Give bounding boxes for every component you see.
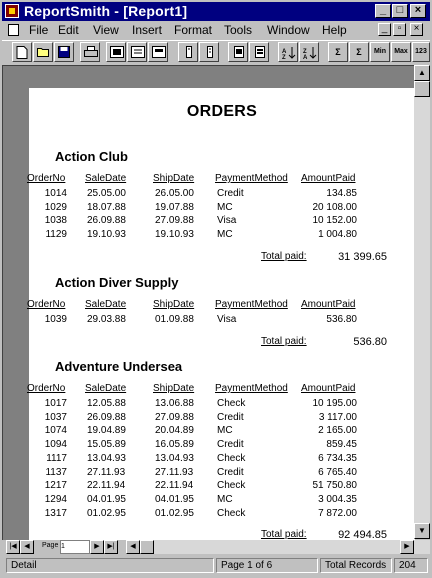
table-cell[interactable]: 1037 [44, 411, 67, 423]
document-icon[interactable] [8, 24, 19, 36]
toolbar [2, 40, 430, 65]
table-cell[interactable]: Check [217, 452, 246, 464]
frame-alt-icon[interactable] [249, 42, 269, 62]
minimize-button[interactable]: _ [375, 4, 391, 18]
table-cell[interactable]: 13.04.93 [155, 452, 194, 464]
table-cell[interactable]: 10 195.00 [312, 398, 357, 409]
table-cell[interactable]: 04.01.95 [87, 493, 126, 505]
table-cell[interactable]: Credit [217, 411, 244, 423]
table-cell[interactable]: 6 765.40 [318, 466, 357, 478]
maximize-button[interactable]: □ [392, 4, 408, 18]
print-icon[interactable] [80, 42, 100, 62]
table-view-icon[interactable] [148, 42, 168, 62]
table-cell[interactable]: 134.85 [326, 188, 357, 199]
table-cell[interactable]: 19.10.93 [155, 229, 194, 241]
table-cell[interactable]: 12.05.88 [87, 398, 126, 409]
table-cell[interactable]: 1029 [44, 201, 67, 213]
column-header[interactable]: AmountPaid [301, 299, 356, 310]
column-header[interactable]: PaymentMethod [215, 299, 288, 310]
previous-page-button[interactable]: ◀ [20, 540, 34, 554]
table-cell[interactable]: 16.05.89 [155, 439, 194, 451]
table-cell[interactable]: Check [217, 507, 246, 519]
table-cell[interactable]: 13.04.93 [87, 452, 126, 464]
column-header[interactable]: PaymentMethod [215, 383, 288, 394]
table-cell[interactable]: 29.03.88 [87, 314, 126, 325]
table-cell[interactable]: 20 108.00 [312, 201, 357, 213]
menu-format[interactable]: Format [174, 23, 213, 37]
count-button[interactable]: 123 [412, 42, 430, 62]
table-cell[interactable]: 1129 [45, 229, 67, 241]
table-cell[interactable]: 3 117.00 [318, 411, 357, 423]
table-cell[interactable]: 1014 [44, 188, 67, 199]
scroll-left-button[interactable]: ◀ [126, 540, 140, 554]
table-cell[interactable]: 26.09.88 [87, 215, 126, 227]
column-header[interactable]: SaleDate [85, 383, 127, 394]
menu-file[interactable]: File [29, 23, 49, 37]
table-cell[interactable]: MC [217, 229, 233, 241]
scroll-down-button[interactable]: ▼ [414, 523, 430, 539]
total-label[interactable]: Total paid: [261, 250, 307, 262]
table-cell[interactable]: 04.01.95 [155, 493, 194, 505]
column-header[interactable]: AmountPaid [301, 173, 356, 184]
svg-text:A: A [282, 49, 287, 55]
table-cell[interactable]: 01.09.88 [155, 314, 194, 325]
menu-help[interactable]: Help [322, 23, 347, 37]
first-page-button[interactable]: |◀ [6, 540, 20, 554]
table-cell[interactable]: 1017 [44, 398, 67, 409]
group-name[interactable]: Action Diver Supply [55, 275, 179, 290]
table-cell[interactable]: Check [217, 480, 246, 492]
table-cell[interactable]: 1294 [44, 493, 67, 505]
svg-text:A: A [303, 55, 308, 60]
menu-bar [2, 22, 430, 39]
table-cell[interactable]: MC [217, 425, 233, 437]
horizontal-scrollbar[interactable] [126, 540, 430, 554]
page-view-icon[interactable] [106, 42, 126, 62]
doc-close-button[interactable]: × [410, 23, 423, 36]
table-cell[interactable]: 22.11.94 [87, 480, 126, 492]
table-cell[interactable]: 51 750.80 [312, 480, 357, 492]
open-icon[interactable] [33, 42, 53, 62]
table-cell[interactable]: 10 152.00 [312, 215, 357, 227]
svg-text:Z: Z [282, 55, 286, 60]
group-total[interactable]: 92 494.85 [338, 529, 387, 540]
status-mode: Detail [6, 558, 214, 573]
table-cell[interactable]: 27.09.88 [155, 411, 194, 423]
table-cell[interactable]: 13.06.88 [155, 398, 194, 409]
title-bar[interactable] [2, 2, 430, 21]
status-bar [2, 557, 430, 576]
sum-field-icon[interactable]: Σ [349, 42, 369, 62]
table-cell[interactable]: 26.05.00 [155, 188, 194, 199]
column-header[interactable]: AmountPaid [301, 383, 356, 394]
max-button[interactable]: Max [391, 42, 411, 62]
table-cell[interactable]: 536.80 [326, 314, 357, 325]
table-cell[interactable]: 01.02.95 [155, 507, 194, 519]
table-cell[interactable]: 22.11.94 [155, 480, 194, 492]
table-cell[interactable]: 20.04.89 [155, 425, 194, 437]
table-cell[interactable]: 1137 [45, 466, 67, 478]
vertical-scroll-thumb[interactable] [414, 81, 430, 97]
status-page-info: Page 1 of 6 [216, 558, 318, 573]
column-header[interactable]: SaleDate [85, 173, 127, 184]
report-page[interactable] [29, 88, 415, 540]
status-records-count: 204 [394, 558, 428, 573]
sum-icon[interactable]: Σ [328, 42, 348, 62]
table-cell[interactable]: MC [217, 493, 233, 505]
report-title: ORDERS [186, 103, 258, 120]
table-cell[interactable]: 2 165.00 [318, 425, 357, 437]
column-header[interactable]: ShipDate [153, 383, 195, 394]
column-header[interactable]: PaymentMethod [215, 173, 288, 184]
table-cell[interactable]: Check [217, 398, 246, 409]
frame-icon[interactable] [228, 42, 248, 62]
menu-edit[interactable]: Edit [58, 23, 79, 37]
save-icon[interactable] [54, 42, 74, 62]
table-cell[interactable]: 19.04.89 [87, 425, 126, 437]
close-button[interactable]: × [410, 4, 426, 18]
table-cell[interactable]: 1317 [44, 507, 67, 519]
doc-restore-button[interactable]: ▫ [393, 23, 406, 36]
table-cell[interactable]: 1039 [44, 314, 67, 325]
menu-insert[interactable]: Insert [132, 23, 163, 37]
total-label[interactable]: Total paid: [261, 335, 307, 347]
table-cell[interactable]: 18.07.88 [87, 201, 126, 213]
group-total[interactable]: 31 399.65 [338, 250, 387, 263]
table-cell[interactable]: 1217 [44, 480, 67, 492]
table-cell[interactable]: 15.05.89 [87, 439, 126, 451]
menu-view[interactable]: View [93, 23, 119, 37]
page-label: Page [42, 542, 59, 549]
table-cell[interactable]: 19.10.93 [87, 229, 126, 241]
table-cell[interactable]: MC [217, 201, 233, 213]
table-cell[interactable]: 1074 [44, 425, 67, 437]
menu-tools[interactable]: Tools [224, 23, 253, 37]
doc-minimize-button[interactable]: _ [378, 23, 391, 36]
min-button[interactable]: Min [370, 42, 390, 62]
table-cell[interactable]: 6 734.35 [318, 452, 357, 464]
column-left-icon[interactable] [178, 42, 198, 62]
page-number-input[interactable]: 1 [60, 540, 90, 554]
scroll-right-button[interactable]: ▶ [400, 540, 414, 554]
scroll-up-button[interactable]: ▲ [414, 65, 430, 81]
column-header[interactable]: ShipDate [153, 299, 195, 310]
svg-text:Z: Z [303, 49, 307, 55]
table-cell[interactable]: 01.02.95 [87, 507, 126, 519]
last-page-button[interactable]: ▶| [104, 540, 118, 554]
table-cell[interactable]: 1094 [44, 439, 67, 451]
horizontal-scroll-thumb[interactable] [140, 540, 154, 554]
table-cell[interactable]: 27.11.93 [155, 466, 194, 478]
group-total[interactable]: 536.80 [353, 335, 387, 348]
table-cell[interactable]: 3 004.35 [318, 493, 357, 505]
report-canvas[interactable] [2, 65, 415, 540]
vertical-scrollbar[interactable] [414, 65, 430, 539]
column-header[interactable]: OrderNo [27, 173, 66, 184]
table-cell[interactable]: Credit [217, 466, 244, 478]
page-navigation-bar [2, 539, 430, 555]
table-cell[interactable]: 7 872.00 [318, 507, 357, 519]
table-cell[interactable]: 26.09.88 [87, 411, 126, 423]
app-icon[interactable] [5, 4, 19, 18]
status-records-label: Total Records [320, 558, 392, 573]
table-cell[interactable]: 1038 [44, 215, 67, 227]
table-cell[interactable]: 27.09.88 [155, 215, 194, 227]
total-label[interactable]: Total paid: [261, 529, 307, 540]
column-header[interactable]: OrderNo [27, 299, 66, 310]
table-cell[interactable]: Visa [217, 314, 237, 325]
sort-ascending-icon[interactable] [278, 42, 298, 62]
form-view-icon[interactable] [127, 42, 147, 62]
column-right-icon[interactable] [199, 42, 219, 62]
table-cell[interactable]: Visa [217, 215, 237, 227]
window-title: ReportSmith - [Report1] [24, 3, 188, 19]
table-cell[interactable]: 25.05.00 [87, 188, 126, 199]
column-header[interactable]: OrderNo [27, 383, 66, 394]
new-icon[interactable] [12, 42, 32, 62]
group-name[interactable]: Action Club [55, 149, 128, 164]
table-cell[interactable]: 27.11.93 [87, 466, 126, 478]
group-name[interactable]: Adventure Undersea [55, 359, 183, 374]
table-cell[interactable]: 1 004.80 [318, 229, 357, 241]
menu-window[interactable]: Window [267, 23, 310, 37]
table-cell[interactable]: 1117 [46, 452, 67, 464]
column-header[interactable]: ShipDate [153, 173, 195, 184]
table-cell[interactable]: Credit [217, 188, 244, 199]
column-header[interactable]: SaleDate [85, 299, 127, 310]
next-page-button[interactable]: ▶ [90, 540, 104, 554]
table-cell[interactable]: 19.07.88 [155, 201, 194, 213]
sort-descending-icon[interactable] [299, 42, 319, 62]
table-cell[interactable]: 859.45 [326, 439, 357, 451]
table-cell[interactable]: Credit [217, 439, 244, 451]
